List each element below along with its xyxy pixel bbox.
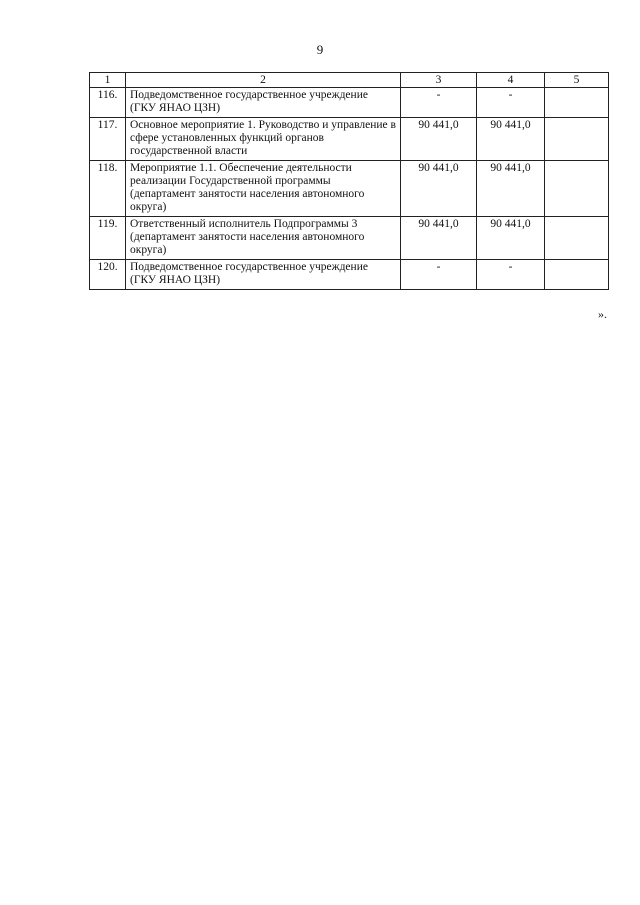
table-row [90, 118, 609, 161]
closing-quote-mark: ». [598, 307, 607, 321]
row-number: 118. [90, 161, 126, 217]
column-header-2: 2 [126, 73, 401, 88]
table-row [90, 260, 609, 290]
row-value-col5 [545, 217, 609, 260]
column-header-1: 1 [90, 73, 126, 88]
budget-table [89, 72, 609, 290]
row-description: Основное мероприятие 1. Руководство и управление в сфере установленных функций органов государственной власти [126, 118, 401, 161]
row-description: Подведомственное государственное учреждение (ГКУ ЯНАО ЦЗН) [126, 260, 401, 290]
row-number: 120. [90, 260, 126, 290]
row-value-col4: 90 441,0 [477, 217, 545, 260]
column-header-4: 4 [477, 73, 545, 88]
row-number: 116. [90, 88, 126, 118]
row-value-col5 [545, 118, 609, 161]
row-value-col3: - [401, 88, 477, 118]
table-header-row [90, 73, 609, 88]
row-value-col3: 90 441,0 [401, 118, 477, 161]
row-number: 117. [90, 118, 126, 161]
row-value-col4: - [477, 260, 545, 290]
table-row [90, 88, 609, 118]
row-value-col3: 90 441,0 [401, 161, 477, 217]
row-description: Подведомственное государственное учреждение (ГКУ ЯНАО ЦЗН) [126, 88, 401, 118]
row-description: Мероприятие 1.1. Обеспечение деятельности реализации Государственной программы (департамент занятости населения автономного округа) [126, 161, 401, 217]
row-value-col4: 90 441,0 [477, 118, 545, 161]
row-value-col5 [545, 161, 609, 217]
table-row [90, 217, 609, 260]
table-row [90, 161, 609, 217]
row-description: Ответственный исполнитель Подпрограммы 3 (департамент занятости населения автономного округа) [126, 217, 401, 260]
row-value-col3: - [401, 260, 477, 290]
page-number: 9 [316, 42, 324, 57]
row-number: 119. [90, 217, 126, 260]
row-value-col4: - [477, 88, 545, 118]
row-value-col3: 90 441,0 [401, 217, 477, 260]
row-value-col5 [545, 88, 609, 118]
column-header-5: 5 [545, 73, 609, 88]
row-value-col5 [545, 260, 609, 290]
column-header-3: 3 [401, 73, 477, 88]
row-value-col4: 90 441,0 [477, 161, 545, 217]
